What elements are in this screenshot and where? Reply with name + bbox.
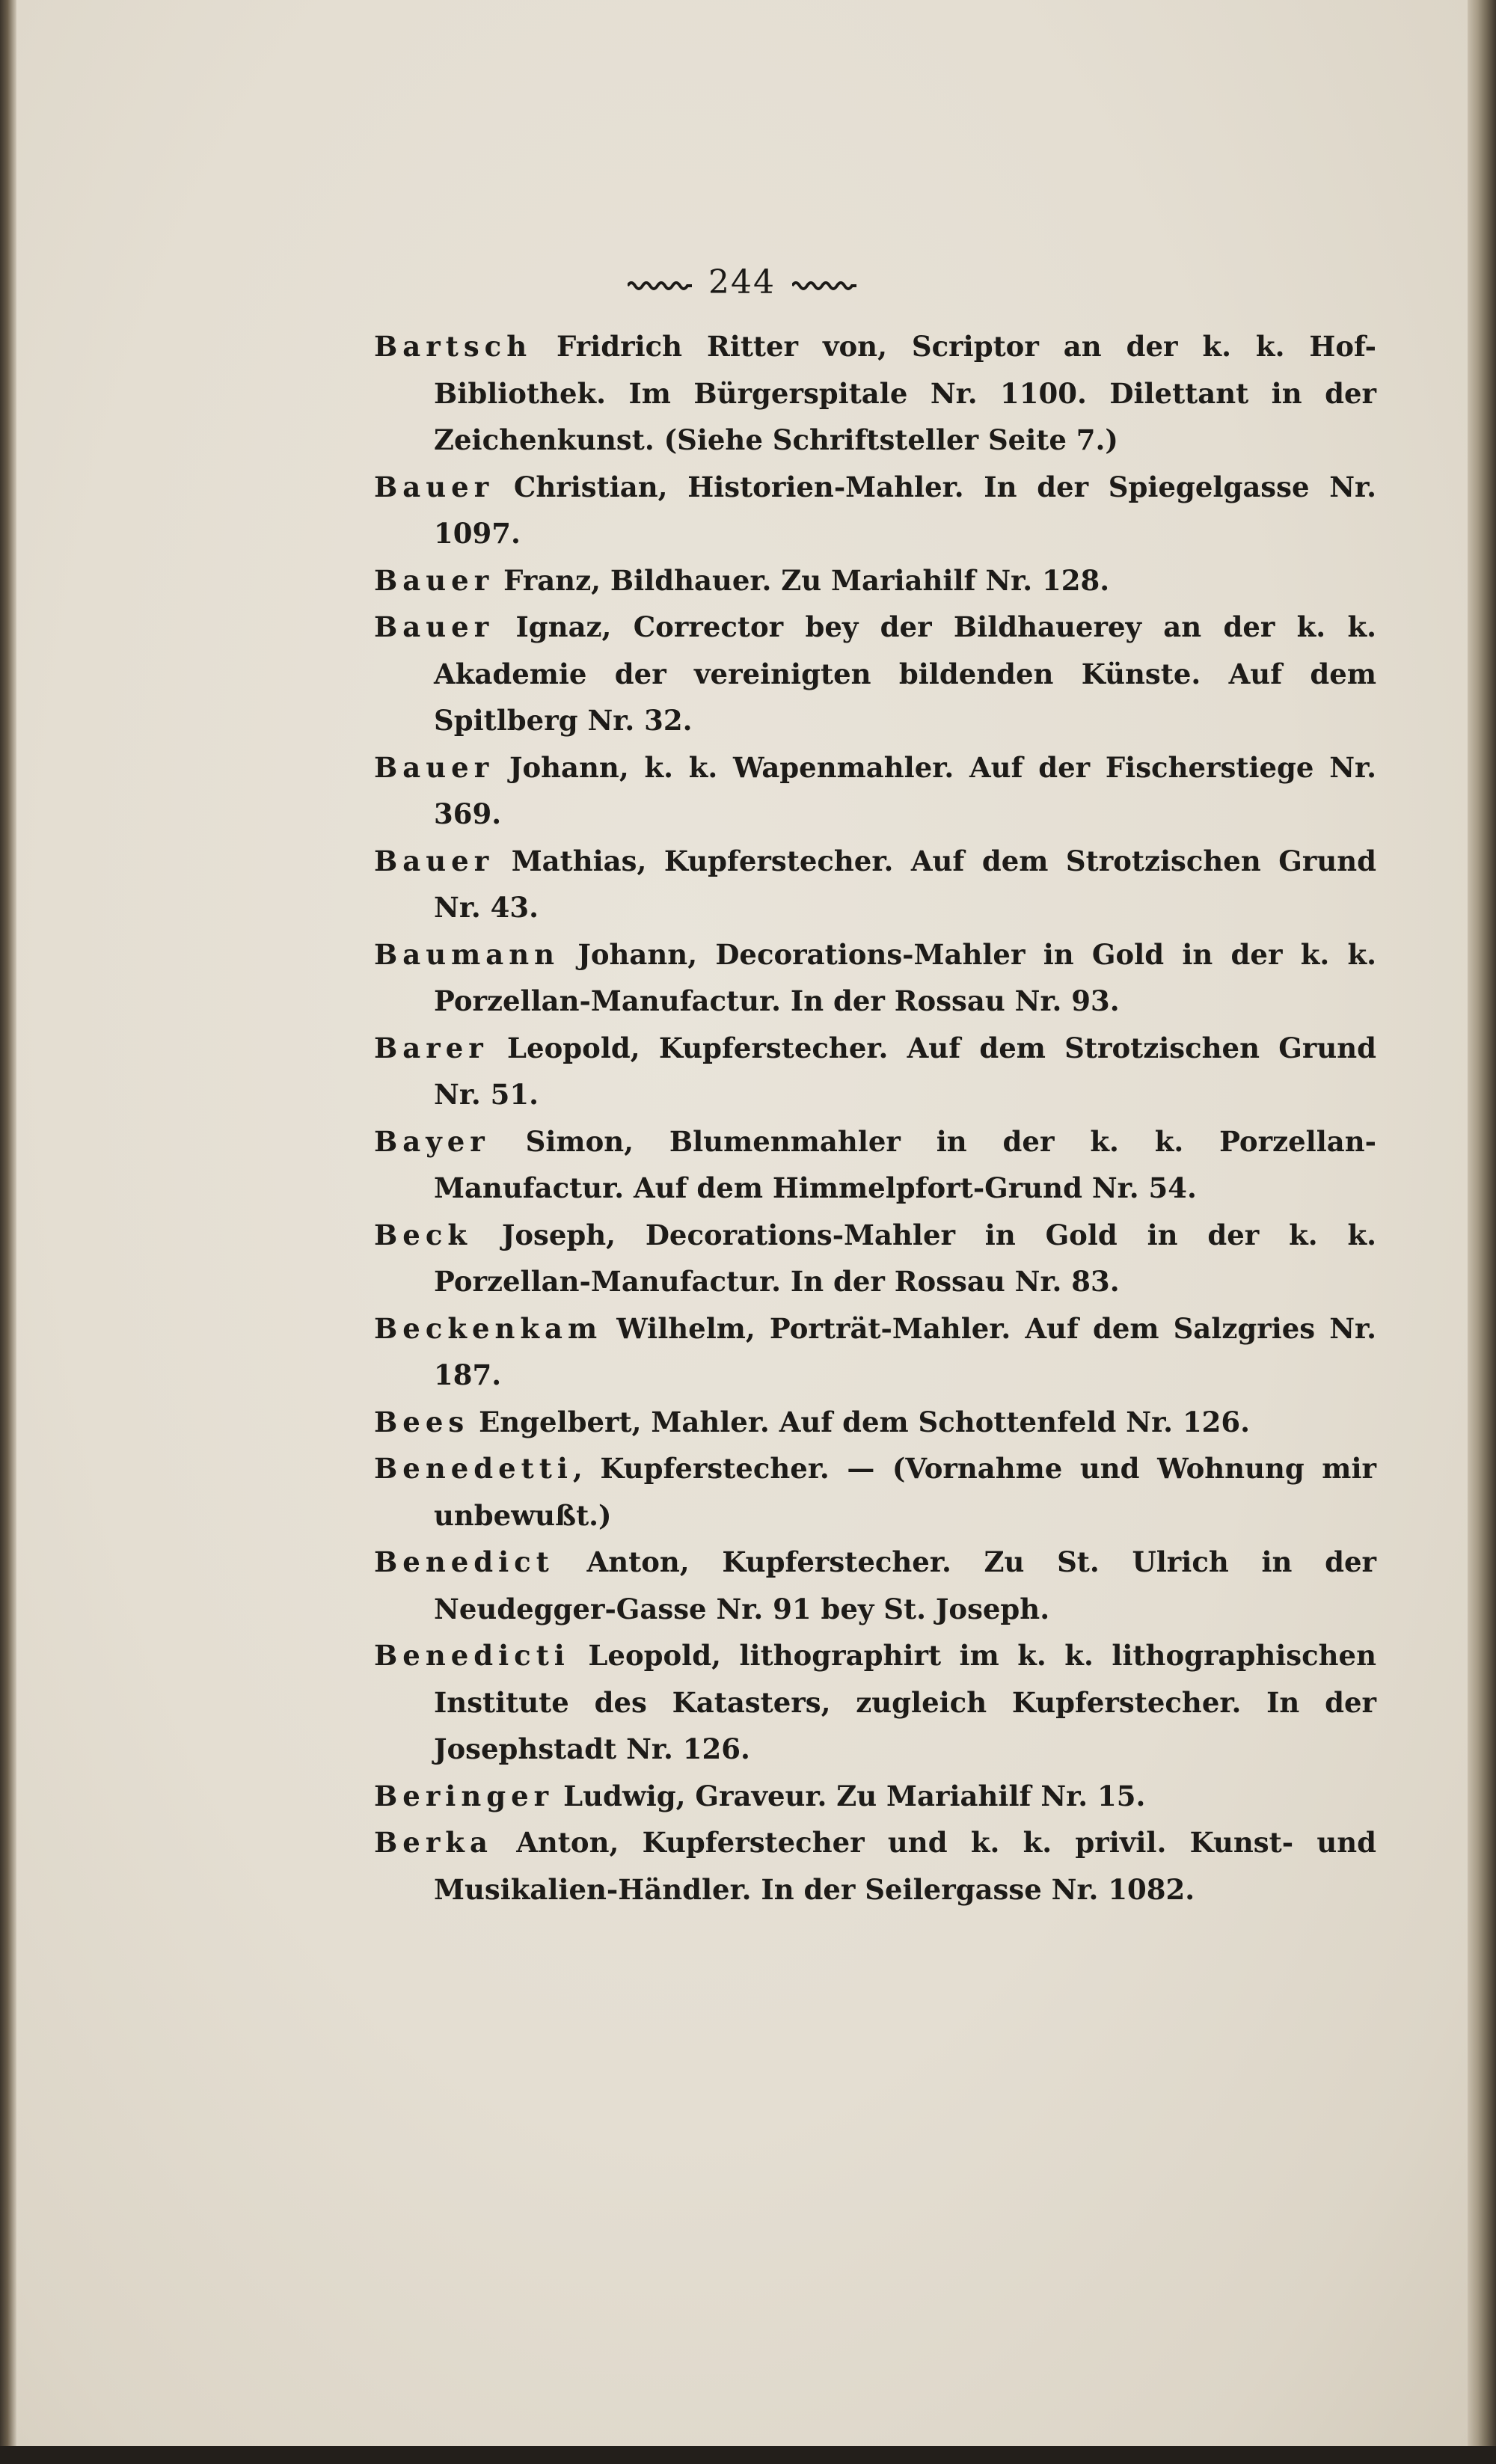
header-ornament-right — [792, 280, 856, 290]
directory-entries — [374, 323, 1376, 1913]
entry-text: Engelbert, Mahler. Auf dem Schottenfeld Nr. 126. — [479, 1405, 1251, 1438]
entry-text: Simon, Blumenmahler in der k. k. Porzellan-Manufactur. Auf dem Himmelpfort-Grund Nr. 54. — [434, 1124, 1376, 1204]
entry-text: Johann, k. k. Wapenmahler. Auf der Fischerstiege Nr. 369. — [434, 750, 1376, 830]
entry-text: Joseph, Decorations-Mahler in Gold in der k. k. Porzellan-Manufactur. In der Rossau Nr. 83. — [434, 1218, 1376, 1298]
entry-text: Leopold, lithographirt im k. k. lithographischen Institute des Katasters, zugleich Kupferstecher. In der Josephstadt Nr. 126. — [434, 1639, 1376, 1765]
entry-name: Benedict — [374, 1545, 554, 1578]
entry-name: Berka — [374, 1826, 493, 1859]
entry — [374, 931, 1376, 1025]
entry — [374, 1399, 1376, 1446]
entry-text: Anton, Kupferstecher. Zu St. Ulrich in der Neudegger-Gasse Nr. 91 bey St. Joseph. — [434, 1545, 1376, 1625]
entry-name: Bauer — [374, 844, 494, 877]
entry — [374, 1025, 1376, 1118]
entry-text: Franz, Bildhauer. Zu Mariahilf Nr. 128. — [503, 563, 1110, 597]
scan-bottom-border — [0, 2446, 1496, 2464]
entry — [374, 838, 1376, 931]
entry-name: Barer — [374, 1031, 488, 1064]
page-fore-edge — [1468, 0, 1496, 2464]
entry-text: , Kupferstecher. — (Vornahme und Wohnung mir unbewußt.) — [434, 1452, 1376, 1532]
entry-text: Johann, Decorations-Mahler in Gold in der k. k. Porzellan-Manufactur. In der Rossau Nr. 93. — [434, 937, 1376, 1017]
entry-name: Beringer — [374, 1779, 554, 1812]
page-number: 244 — [708, 263, 776, 301]
entry-name: Benedicti — [374, 1639, 570, 1672]
entry-name: Beckenkam — [374, 1311, 603, 1345]
entry — [374, 1118, 1376, 1212]
entry-name: Bauer — [374, 750, 494, 784]
entry-text: Ludwig, Graveur. Zu Mariahilf Nr. 15. — [563, 1779, 1146, 1812]
entry-text: Anton, Kupferstecher und k. k. privil. Kunst- und Musikalien-Händler. In der Seilergasse Nr. 1082. — [434, 1826, 1376, 1906]
book-page — [16, 0, 1468, 2451]
entry-name: Bauer — [374, 470, 494, 503]
entry-name: Bauer — [374, 563, 494, 597]
entry-name: Bees — [374, 1405, 470, 1438]
page-header — [16, 263, 1468, 301]
entry — [374, 1773, 1376, 1820]
entry — [374, 323, 1376, 464]
entry — [374, 604, 1376, 744]
entry-name: Baumann — [374, 937, 560, 971]
entry-text: Wilhelm, Porträt-Mahler. Auf dem Salzgries Nr. 187. — [434, 1311, 1376, 1391]
entry — [374, 1539, 1376, 1632]
entry-text: Leopold, Kupferstecher. Auf dem Strotzischen Grund Nr. 51. — [434, 1031, 1376, 1111]
entry-name: Beck — [374, 1218, 472, 1251]
entry — [374, 1819, 1376, 1913]
entry-name: Bartsch — [374, 330, 533, 363]
entry — [374, 1212, 1376, 1305]
entry-name: Bauer — [374, 610, 494, 643]
entry-text: Ignaz, Corrector bey der Bildhauerey an der k. k. Akademie der vereinigten bildenden Künste. Auf dem Spitlberg Nr. 32. — [434, 610, 1376, 737]
entry — [374, 744, 1376, 838]
entry — [374, 557, 1376, 604]
header-ornament-left — [628, 280, 692, 290]
entry — [374, 1632, 1376, 1773]
entry-name: Bayer — [374, 1124, 490, 1158]
entry-name: Benedetti — [374, 1452, 573, 1485]
entry — [374, 1445, 1376, 1539]
entry-text: Mathias, Kupferstecher. Auf dem Strotzischen Grund Nr. 43. — [434, 844, 1376, 924]
entry-text: Fridrich Ritter von, Scriptor an der k. k. Hof-Bibliothek. Im Bürgerspitale Nr. 1100. Dilettant in der Zeichenkunst. (Siehe Schriftsteller Seite 7.) — [434, 330, 1376, 456]
entry — [374, 464, 1376, 557]
entry — [374, 1305, 1376, 1399]
entry-text: Christian, Historien-Mahler. In der Spiegelgasse Nr. 1097. — [434, 470, 1376, 550]
